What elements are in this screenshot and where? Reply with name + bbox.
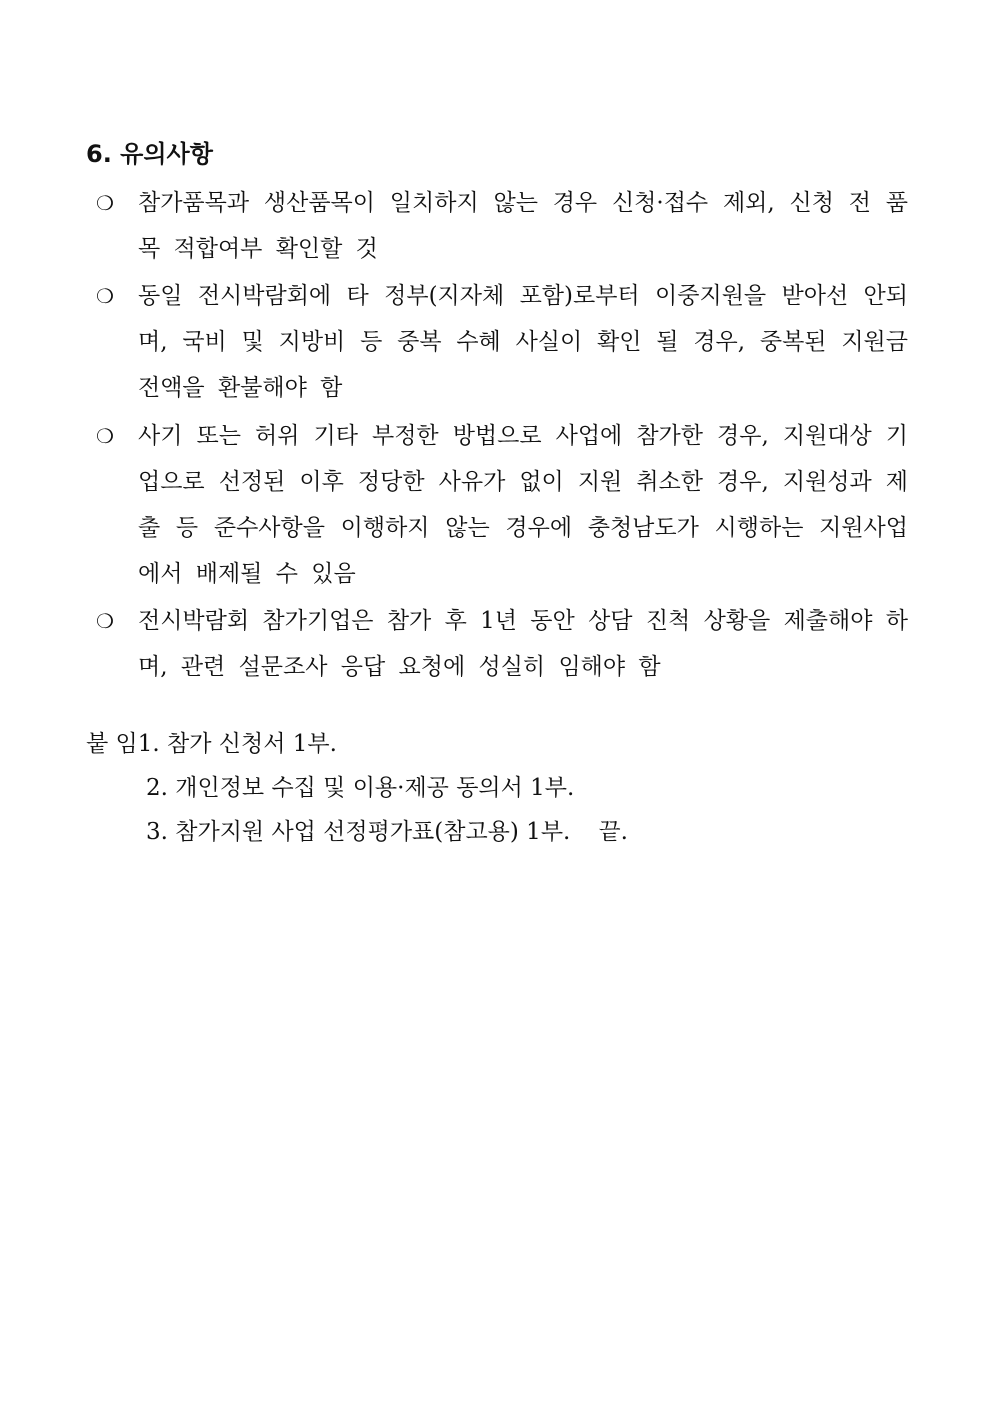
circle-bullet-icon: ❍ bbox=[96, 609, 114, 633]
circle-bullet-icon: ❍ bbox=[96, 191, 114, 215]
note-item-4 bbox=[96, 598, 908, 690]
note-item-1 bbox=[96, 180, 908, 272]
attachments-block bbox=[86, 722, 628, 854]
section-title: 6. 유의사항 bbox=[86, 140, 213, 168]
circle-bullet-icon: ❍ bbox=[96, 424, 114, 448]
attachments-label: 붙 임 bbox=[86, 731, 138, 757]
end-mark: 끝. bbox=[598, 819, 628, 845]
attachment-item: 3. 참가지원 사업 선정평가표(참고용) 1부. bbox=[146, 819, 571, 845]
circle-bullet-icon: ❍ bbox=[96, 284, 114, 308]
attachment-row bbox=[86, 766, 628, 810]
note-text: 동일 전시박람회에 타 정부(지자체 포함)로부터 이중지원을 받아선 안되며, 국비 및 지방비 등 중복 수혜 사실이 확인 될 경우, 중복된 지원금 전액을 환불해야 함 bbox=[138, 283, 908, 401]
note-text: 사기 또는 허위 기타 부정한 방법으로 사업에 참가한 경우, 지원대상 기업으로 선정된 이후 정당한 사유가 없이 지원 취소한 경우, 지원성과 제출 등 준수사항을 이행하지 않는 경우에 충청남도가 시행하는 지원사업에서 배제될 수 있음 bbox=[138, 423, 908, 587]
note-item-3 bbox=[96, 413, 908, 597]
attachment-item: 2. 개인정보 수집 및 이용·제공 동의서 1부. bbox=[146, 775, 575, 801]
note-text: 전시박람회 참가기업은 참가 후 1년 동안 상담 진척 상황을 제출해야 하며, 관련 설문조사 응답 요청에 성실히 임해야 함 bbox=[138, 608, 908, 680]
attachment-row bbox=[86, 810, 628, 854]
note-text: 참가품목과 생산품목이 일치하지 않는 경우 신청·접수 제외, 신청 전 품목 적합여부 확인할 것 bbox=[138, 190, 908, 262]
note-item-2 bbox=[96, 273, 908, 411]
attachment-row bbox=[86, 722, 628, 766]
attachment-item: 1. 참가 신청서 1부. bbox=[137, 731, 337, 757]
